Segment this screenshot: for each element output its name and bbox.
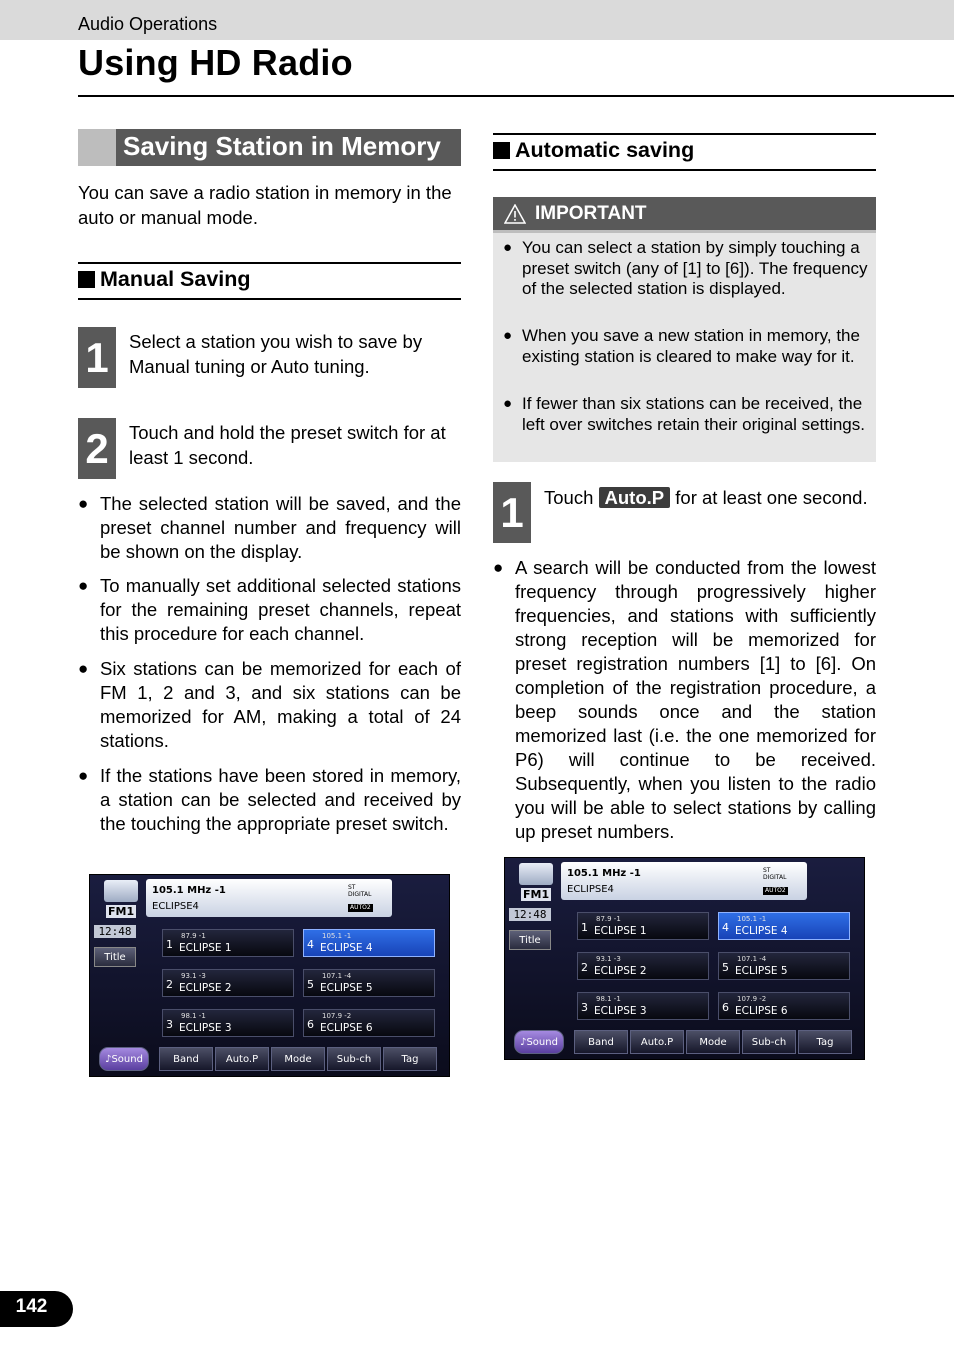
preset-button: 6 107.9 -2 ECLIPSE 6 — [718, 992, 850, 1020]
auto-badge: AUTO2 — [765, 887, 786, 894]
automatic-saving-label: Automatic saving — [515, 138, 695, 162]
section-heading — [78, 129, 461, 166]
station-info — [561, 862, 807, 900]
radio-icon — [104, 880, 138, 902]
square-bullet-icon — [78, 271, 95, 288]
preset-button: 4 105.1 -1 ECLIPSE 4 — [303, 929, 435, 957]
bullet-item — [493, 556, 876, 846]
auto-badge: AUTO2 — [350, 904, 371, 911]
warning-icon — [504, 204, 526, 224]
mode-softkey: Mode — [686, 1030, 740, 1054]
bullet-dot-icon: ● — [503, 395, 513, 412]
station-info — [146, 879, 392, 917]
autop-softkey: Auto.P — [215, 1047, 269, 1071]
bullet-text: If the stations have been stored in memory, a station can be selected and received by the touching the appropriate preset switch. — [100, 765, 461, 834]
bullet-dot-icon: ● — [78, 576, 89, 595]
bullet-item — [78, 657, 461, 753]
tag-softkey: Tag — [383, 1047, 437, 1071]
page-number: 142 — [0, 1291, 73, 1327]
step-text: Touch Auto.P for at least one second. — [544, 487, 868, 508]
preset-button: 3 98.1 -1 ECLIPSE 3 — [162, 1009, 294, 1037]
preset-button: 2 93.1 -3 ECLIPSE 2 — [577, 952, 709, 980]
page-title: Using HD Radio — [78, 42, 353, 83]
clock: 12:48 — [509, 908, 551, 921]
important-item: ● You can select a station by simply touching a preset switch (any of [1] to [6]). The frequency of the selected station is displayed. — [503, 238, 868, 298]
step-number: 1 — [78, 327, 116, 388]
preset-button: 1 87.9 -1 ECLIPSE 1 — [577, 912, 709, 940]
step-text: Touch and hold the preset switch for at least 1 second. — [129, 422, 446, 468]
station-name: ECLIPSE4 — [567, 884, 614, 895]
bullet-text: The selected station will be saved, and the preset channel number and frequency will be shown on the display. — [100, 493, 461, 562]
digital-status: ST DIGITAL — [348, 884, 372, 898]
manual-saving-heading — [78, 262, 461, 300]
clock: 12:48 — [94, 925, 136, 938]
bullet-dot-icon: ● — [503, 327, 513, 344]
bullet-dot-icon: ● — [78, 494, 89, 513]
step-number: 2 — [78, 418, 116, 479]
preset-button: 5 107.1 -4 ECLIPSE 5 — [303, 969, 435, 997]
subch-softkey: Sub-ch — [327, 1047, 381, 1071]
station-name: ECLIPSE4 — [152, 901, 199, 912]
bullet-dot-icon: ● — [503, 239, 513, 256]
section-label: Audio Operations — [78, 14, 218, 34]
band-softkey: Band — [159, 1047, 213, 1071]
important-label: IMPORTANT — [535, 203, 647, 224]
step-number: 1 — [493, 482, 531, 543]
important-box — [493, 233, 876, 462]
frequency: 105.1 MHz -1 — [567, 868, 641, 879]
frequency: 105.1 MHz -1 — [152, 885, 226, 896]
radio-icon — [519, 863, 553, 885]
preset-button: 2 93.1 -3 ECLIPSE 2 — [162, 969, 294, 997]
digital-status: ST DIGITAL — [763, 867, 787, 881]
title-button: Title — [94, 947, 136, 967]
bullet-text: To manually set additional selected stations for the remaining preset channels, repeat this procedure for each channel. — [100, 575, 461, 644]
bullet-dot-icon: ● — [493, 558, 504, 577]
preset-button: 6 107.9 -2 ECLIPSE 6 — [303, 1009, 435, 1037]
sound-softkey: ♪Sound — [99, 1047, 149, 1071]
important-item: ● If fewer than six stations can be received, the left over switches retain their original settings. — [503, 394, 865, 434]
bullet-item — [78, 492, 461, 564]
section-heading-text: Saving Station in Memory — [123, 131, 441, 161]
bullet-item — [78, 574, 461, 646]
band-label: FM1 — [523, 888, 550, 901]
preset-button: 1 87.9 -1 ECLIPSE 1 — [162, 929, 294, 957]
radio-screen-image — [504, 857, 865, 1060]
title-divider — [78, 95, 954, 97]
bullet-text: Six stations can be memorized for each of FM 1, 2 and 3, and six stations can be memorized for AM, making a total of 24 stations. — [100, 658, 461, 751]
sound-softkey: ♪Sound — [514, 1030, 564, 1054]
section-header-bar — [0, 0, 954, 40]
subch-softkey: Sub-ch — [742, 1030, 796, 1054]
automatic-saving-heading — [493, 133, 876, 171]
bullet-dot-icon: ● — [78, 659, 89, 678]
tag-softkey: Tag — [798, 1030, 852, 1054]
mode-softkey: Mode — [271, 1047, 325, 1071]
autop-softkey: Auto.P — [630, 1030, 684, 1054]
title-button: Title — [509, 930, 551, 950]
important-item: ● When you save a new station in memory, the existing station is cleared to make way for it. — [503, 326, 860, 366]
preset-button: 5 107.1 -4 ECLIPSE 5 — [718, 952, 850, 980]
important-header — [493, 197, 876, 233]
manual-saving-label: Manual Saving — [100, 267, 251, 291]
autop-button-label: Auto.P — [599, 487, 671, 508]
step-text: Select a station you wish to save by Manual tuning or Auto tuning. — [129, 331, 423, 377]
intro-text: You can save a radio station in memory in the auto or manual mode. — [78, 182, 452, 228]
bullet-dot-icon: ● — [78, 766, 89, 785]
bullet-item — [78, 764, 461, 860]
bullet-text: A search will be conducted from the lowest frequency through progressively higher frequencies, and stations with sufficiently strong reception will be memorized for preset registration numbers [1] to [6]. On completion of the registration procedure, a beep sounds once and the station memorized last (i.e. the one memorized for P6) will continue to be received. Subsequently, when you listen to the radio you will be able to select stations by calling up preset numbers. — [515, 557, 876, 842]
preset-button: 3 98.1 -1 ECLIPSE 3 — [577, 992, 709, 1020]
preset-button: 4 105.1 -1 ECLIPSE 4 — [718, 912, 850, 940]
band-softkey: Band — [574, 1030, 628, 1054]
band-label: FM1 — [108, 905, 135, 918]
square-bullet-icon — [493, 142, 510, 159]
radio-screen-image — [89, 874, 450, 1077]
